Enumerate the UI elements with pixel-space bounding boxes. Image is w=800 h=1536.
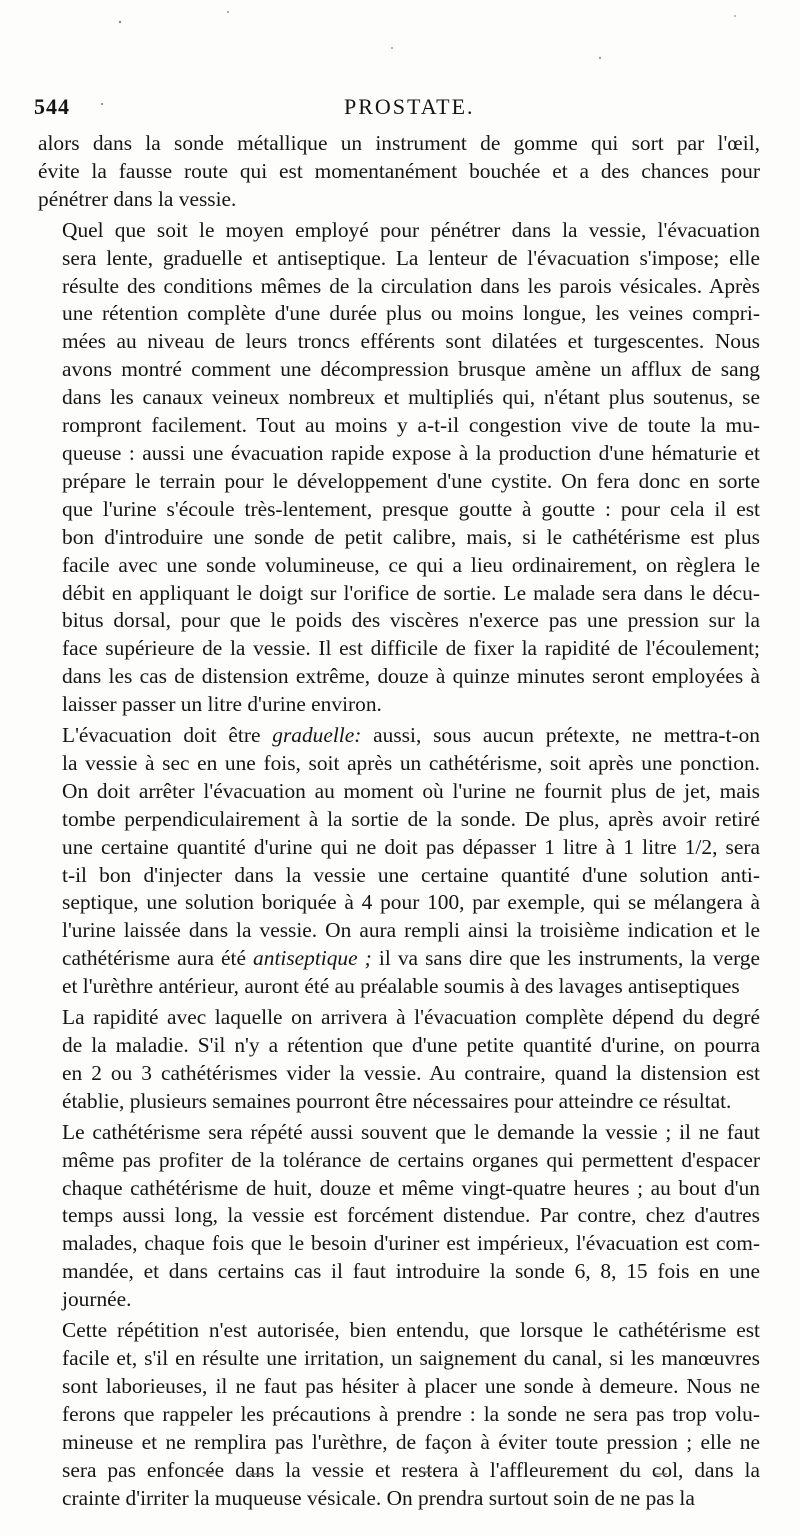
page-number: 544 xyxy=(34,94,70,119)
text-line: une certaine quantité d'urine qui ne doit pas dépasser 1 litre à 1 litre 1/2, sera xyxy=(62,834,760,859)
text-line: en 2 ou 3 cathétérismes vider la vessie. Au contraire, quand la distension est xyxy=(62,1060,760,1085)
speck xyxy=(391,47,393,49)
speck xyxy=(227,11,229,13)
text-line: sont laborieuses, il ne faut pas hésiter à placer une sonde à demeure. Nous ne xyxy=(62,1373,760,1398)
text-line: la vessie à sec en une fois, soit après un cathétérisme, soit après une ponction. xyxy=(62,750,760,775)
text-line: une rétention complète d'une durée plus ou moins longue, les veines compri- xyxy=(62,301,760,326)
paragraph xyxy=(38,130,760,214)
speck xyxy=(734,15,736,17)
paragraph xyxy=(38,722,760,1001)
text-line: et l'urèthre antérieur, auront été au préalable soumis à des lavages antiseptiques xyxy=(62,974,740,999)
text-line: dans les cas de distension extrême, douze à quinze minutes seront employées à xyxy=(62,664,760,689)
text-line: La rapidité avec laquelle on arrivera à l'évacuation complète dépend du degré xyxy=(62,1005,760,1030)
text-line: L'évacuation doit être graduelle: aussi, sous aucun prétexte, ne mettra-t-on xyxy=(62,723,760,748)
text-line: ferons que rappeler les précautions à prendre : la sonde ne sera pas trop volu- xyxy=(62,1401,760,1426)
text-line: sera lente, graduelle et antiseptique. La lenteur de l'évacuation s'impose; elle xyxy=(62,245,760,270)
text-line: même pas profiter de la tolérance de certains organes qui permettent d'espacer xyxy=(62,1147,760,1172)
text-line: bitus dorsal, pour que le poids des viscères n'exerce pas une pression sur la xyxy=(62,608,760,633)
paragraph xyxy=(38,217,760,719)
text-line: avons montré comment une décompression brusque amène un afflux de sang xyxy=(62,357,760,382)
text-line: temps aussi long, la vessie est forcément distendue. Par contre, chez d'autres xyxy=(62,1203,760,1228)
text-line: face supérieure de la vessie. Il est difficile de fixer la rapidité de l'écoulement; xyxy=(62,636,760,661)
text-line: débit en appliquant le doigt sur l'orifice de sortie. Le malade sera dans le décu- xyxy=(62,580,760,605)
text-line: mées au niveau de leurs troncs efférents sont dilatées et turgescentes. Nous xyxy=(62,329,760,354)
text-line: rompront facilement. Tout au moins y a-t-il congestion vive de toute la mu- xyxy=(62,413,760,438)
text-line: queuse : aussi une évacuation rapide expose à la production d'une hématurie et xyxy=(62,440,760,465)
text-line: bon d'introduire une sonde de petit calibre, mais, si le cathétérisme est plus xyxy=(62,524,760,549)
text-line: sera pas enfoncée dans la vessie et restera à l'affleurement du col, dans la xyxy=(62,1457,760,1482)
text-line: mineuse et ne remplira pas l'urèthre, de façon à éviter toute pression ; elle ne xyxy=(62,1429,760,1454)
running-title: PROSTATE. xyxy=(344,94,475,119)
speck xyxy=(119,21,121,23)
text-line: Le cathétérisme sera répété aussi souvent que le demande la vessie ; il ne faut xyxy=(62,1119,760,1144)
paragraph xyxy=(38,1004,760,1116)
page-header xyxy=(34,94,760,124)
text-line: facile et, s'il en résulte une irritation, un saignement du canal, si les manœuvres xyxy=(62,1345,760,1370)
text-line: chaque cathétérisme de huit, douze et même vingt-quatre heures ; au bout d'un xyxy=(62,1175,760,1200)
text-line: pénétrer dans la vessie. xyxy=(38,186,237,211)
body-text xyxy=(38,130,760,1512)
text-line: alors dans la sonde métallique un instrument de gomme qui sort par l'œil, xyxy=(38,131,760,155)
text-line: malades, chaque fois que le besoin d'uriner est impérieux, l'évacuation est com- xyxy=(62,1231,760,1256)
text-line: mandée, et dans certains cas il faut introduire la sonde 6, 8, 15 fois en une xyxy=(62,1259,760,1284)
text-line: prépare le terrain pour le développement d'une cystite. On fera donc en sorte xyxy=(62,468,760,493)
text-line: facile avec une sonde volumineuse, ce qui a lieu ordinairement, on règlera le xyxy=(62,552,760,577)
text-line: Quel que soit le moyen employé pour pénétrer dans la vessie, l'évacuation xyxy=(62,217,760,242)
text-line: tombe perpendiculairement à la sortie de la sonde. De plus, après avoir retiré xyxy=(62,806,760,831)
text-line: crainte d'irriter la muqueuse vésicale. On prendra surtout soin de ne pas la xyxy=(62,1485,695,1510)
text-line: résulte des conditions mêmes de la circulation dans les parois vésicales. Après xyxy=(62,273,760,298)
text-line: cathétérisme aura été antiseptique ; il va sans dire que les instruments, la verge xyxy=(62,946,760,971)
paragraph xyxy=(38,1119,760,1314)
speck xyxy=(599,57,601,59)
paragraph xyxy=(38,1317,760,1512)
italic-emphasis: antiseptique ; xyxy=(253,946,372,971)
text-line: laisser passer un litre d'urine environ. xyxy=(62,692,382,717)
text-line: que l'urine s'écoule très-lentement, presque goutte à goutte : pour cela il est xyxy=(62,496,760,521)
text-line: On doit arrêter l'évacuation au moment où l'urine ne fournit plus de jet, mais xyxy=(62,778,760,803)
italic-emphasis: graduelle: xyxy=(272,723,362,748)
text-line: de la maladie. S'il n'y a rétention que d'une petite quantité d'urine, on pourra xyxy=(62,1033,760,1057)
text-line: établie, plusieurs semaines pourront être nécessaires pour atteindre ce résultat. xyxy=(62,1088,732,1113)
text-line: Cette répétition n'est autorisée, bien entendu, que lorsque le cathétérisme est xyxy=(62,1318,760,1343)
text-line: t-il bon d'injecter dans la vessie une certaine quantité d'une solution anti- xyxy=(62,862,760,887)
text-line: dans les canaux veineux nombreux et multipliés qui, n'étant plus soutenus, se xyxy=(62,385,760,410)
text-line: journée. xyxy=(62,1287,132,1312)
text-line: l'urine laissée dans la vessie. On aura rempli ainsi la troisième indication et le xyxy=(62,918,760,943)
text-line: évite la fausse route qui est momentanément bouchée et a des chances pour xyxy=(38,158,760,183)
text-line: septique, une solution boriquée à 4 pour 100, par exemple, qui se mélangera à xyxy=(62,890,760,915)
